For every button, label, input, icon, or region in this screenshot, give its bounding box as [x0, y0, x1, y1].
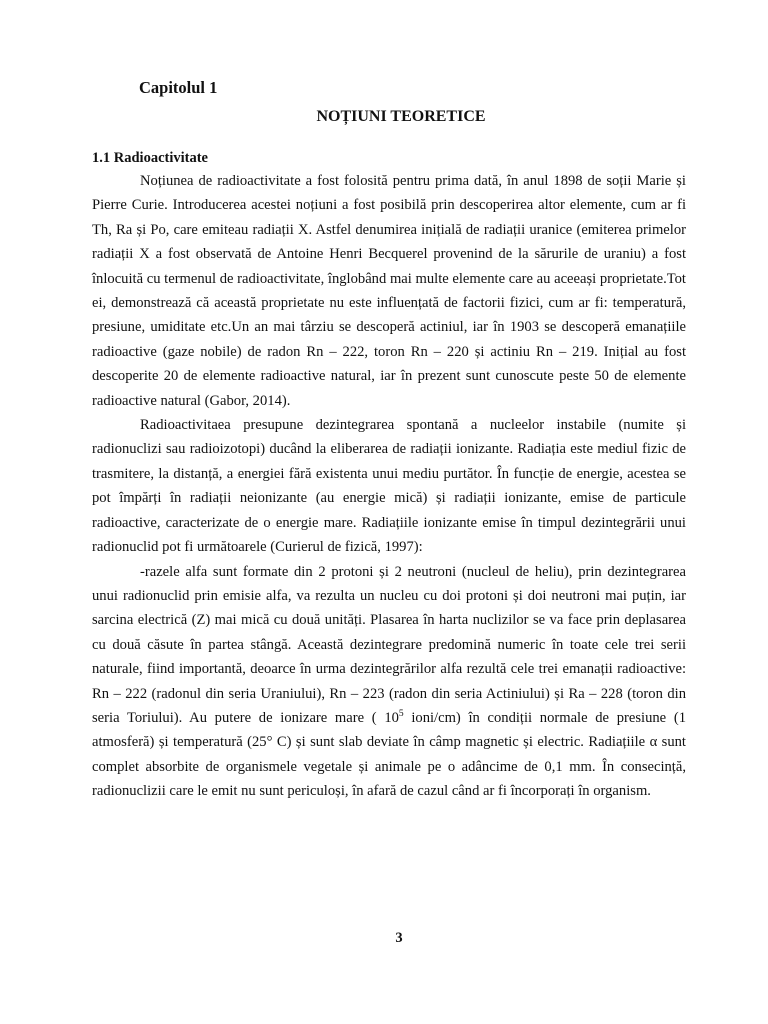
page-number: 3	[395, 930, 403, 946]
paragraph: Radioactivitaea presupune dezintegrarea spontană a nucleelor instabile (numite și radionuclizi sau radioizotopi) ducând la eliberarea de radiații ionizante. Radiația este mediul fizic de trasmitere, la distanță, a energiei fără existenta unui mediu purtător. În funcție de energie, acestea se pot împărți în radiații neionizante (au energie mică) și radiații ionizante, emise de particule radioactive, caracterizate de o energie mare. Radiațiile ionizante emise în timpul dezintegrării unui radionuclid pot fi următoarele (Curierul de fizică, 1997):	[92, 417, 686, 556]
paragraph: Noțiunea de radioactivitate a fost folosită pentru prima dată, în anul 1898 de soții Marie și Pierre Curie. Introducerea acestei noțiuni a fost posibilă prin descoperirea altor elemente, cum ar fi Th, Ra și Po, care emiteau radiații X. Astfel denumirea inițială de radiații uranice (emiterea primelor radiații X a fost observată de Antoine Henri Becquerel provenind de la sărurile de uraniu) a fost înlocuită cu termenul de radioactivitate, înglobând mai multe elemente care au aceeași proprietate.Tot ei, demonstrează că această proprietate nu este influențată de factorii fizici, cum ar fi: temperatură, presiune, umiditate etc.Un an mai târziu se descoperă actiniul, iar în 1903 se descoperă emanațiile radioactive (gaze nobile) de radon Rn – 222, toron Rn – 220 și actiniu Rn – 219. Inițial au fost descoperite 20 de elemente radioactive natural, iar în prezent sunt cunoscute peste 50 de elemente radioactive natural (Gabor, 2014).	[92, 173, 686, 409]
section-heading: 1.1 Radioactivitate	[92, 150, 208, 166]
paragraph-text: ioni/cm) în condiții normale de presiune (1 atmosferă) și temperatură (25° C) și sunt slab deviate în câmp magnetic și electric. Radiațiile α sunt complet absorbite de organismele vegetale și animale pe o adâncime de 0,1 mm. În consecință, radionuclizii care le emit nu sunt periculoși, în afară de cazul când ar fi încorporați în organism.	[92, 709, 686, 800]
page-title: NOȚIUNI TEORETICE	[316, 108, 486, 125]
exponent: 5	[398, 709, 404, 720]
body-text	[92, 169, 686, 804]
paragraph-alpha-rays	[92, 560, 686, 804]
chapter-heading: Capitolul 1	[139, 78, 218, 97]
paragraph-text: -razele alfa sunt formate din 2 protoni și 2 neutroni (nucleul de heliu), prin dezintegrarea unui radionuclid prin emisie alfa, va rezulta un nucleu cu doi protoni și doi neutroni mai puțin, iar sarcina electrică (Z) mai mică cu două unități. Plasarea în harta nuclizilor se va face prin deplasarea cu două căsute în partea stângă. Această dezintegrare predomină numeric în toate cele trei serii naturale, fiind importantă, deoarce în urma dezintegrărilor alfa rezultă cele trei emanații radioactive: Rn – 222 (radonul din seria Uraniului), Rn – 223 (radon din seria Actiniului) și Ra – 228 (toron din seria Toriului). Au putere de ionizare mare ( 10	[92, 563, 686, 726]
